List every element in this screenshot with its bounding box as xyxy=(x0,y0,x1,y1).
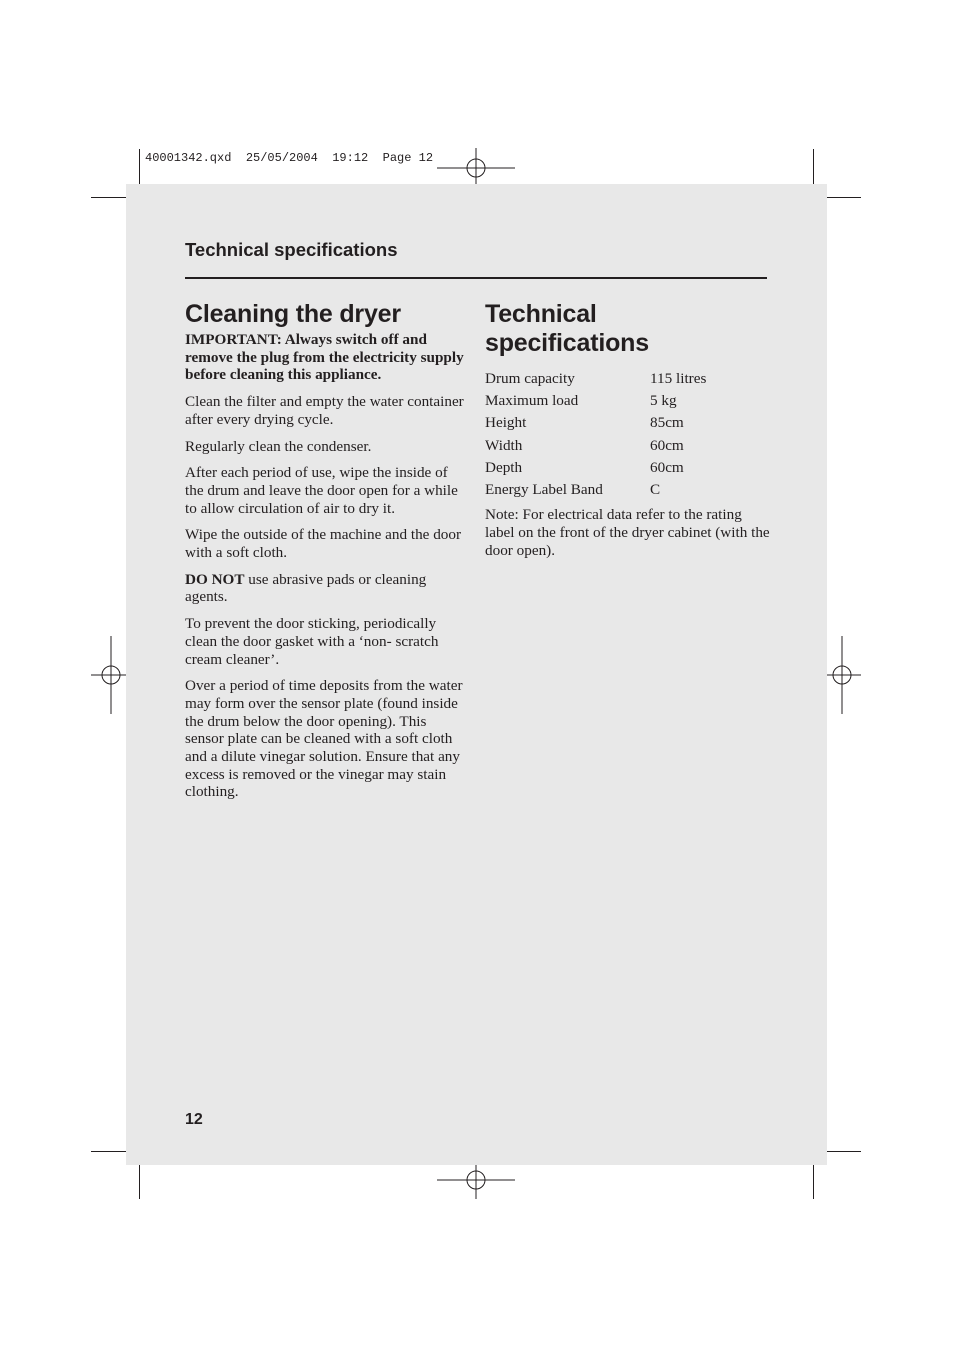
crop-mark xyxy=(823,197,861,198)
specifications-heading-line: specifications xyxy=(485,329,649,357)
registration-mark-icon xyxy=(437,1161,515,1199)
spec-row xyxy=(485,368,770,390)
cleaning-paragraph: After each period of use, wipe the inside of the drum and leave the door open for a while to allow circulation of air to dry it. xyxy=(185,464,458,517)
important-warning: IMPORTANT: Always switch off and remove the plug from the electricity supply before cleaning this appliance. xyxy=(185,331,464,384)
specifications-section xyxy=(485,300,770,568)
cleaning-paragraph: Clean the filter and empty the water container after every drying cycle. xyxy=(185,393,464,428)
spec-row xyxy=(485,435,770,457)
cleaning-paragraph xyxy=(185,571,469,606)
specifications-heading-line: Technical xyxy=(485,300,597,328)
crop-mark xyxy=(91,1151,131,1152)
spec-row xyxy=(485,457,770,479)
print-slug: 40001342.qxd 25/05/2004 19:12 Page 12 xyxy=(145,151,434,165)
cleaning-paragraph: Wipe the outside of the machine and the door with a soft cloth. xyxy=(185,526,462,562)
running-head: Technical specifications xyxy=(185,239,398,260)
specifications-heading xyxy=(485,300,770,358)
cleaning-section xyxy=(185,300,469,810)
cleaning-heading: Cleaning the dryer xyxy=(185,300,401,328)
spec-row xyxy=(485,390,770,412)
cleaning-paragraph: To prevent the door sticking, periodically clean the door gasket with a ‘non- scratch cream cleaner’. xyxy=(185,615,439,668)
spec-label: Energy Label Band xyxy=(485,481,603,499)
crop-mark xyxy=(139,149,140,188)
spec-label: Height xyxy=(485,414,527,432)
document-page xyxy=(126,184,827,1165)
spec-value: 85cm xyxy=(650,414,684,432)
cleaning-paragraph-text: use abrasive pads or cleaning agents. xyxy=(185,570,427,606)
cleaning-paragraph: Over a period of time deposits from the water may form over the sensor plate (found inside the drum below the door opening). This sensor plate can be cleaned with a soft cloth and a dilute vinegar solution. Ensure that any excess is removed or the vinegar may stain clothing. xyxy=(185,677,463,801)
crop-mark xyxy=(813,1161,814,1199)
crop-mark xyxy=(823,1151,861,1152)
header-rule xyxy=(185,277,767,279)
crop-mark xyxy=(91,197,131,198)
specifications-table xyxy=(485,368,770,501)
spec-label: Width xyxy=(485,436,523,454)
spec-label: Drum capacity xyxy=(485,370,575,387)
page-number: 12 xyxy=(185,1111,203,1128)
electrical-note: Note: For electrical data refer to the rating label on the front of the dryer cabinet (with the door open). xyxy=(485,506,770,559)
spec-row xyxy=(485,479,770,501)
cleaning-paragraph: Regularly clean the condenser. xyxy=(185,437,372,455)
registration-mark-icon xyxy=(823,636,861,714)
crop-mark xyxy=(813,149,814,188)
registration-mark-icon xyxy=(437,148,515,188)
spec-row xyxy=(485,412,770,434)
do-not-emphasis: DO NOT xyxy=(185,570,245,588)
spec-value: 60cm xyxy=(650,436,684,454)
spec-label: Maximum load xyxy=(485,392,579,410)
spec-label: Depth xyxy=(485,458,523,476)
spec-value: 5 kg xyxy=(650,392,677,410)
crop-mark xyxy=(139,1161,140,1199)
registration-mark-icon xyxy=(91,636,131,714)
spec-value: 115 litres xyxy=(650,370,707,387)
spec-value: 60cm xyxy=(650,458,684,476)
spec-value: C xyxy=(650,481,661,499)
